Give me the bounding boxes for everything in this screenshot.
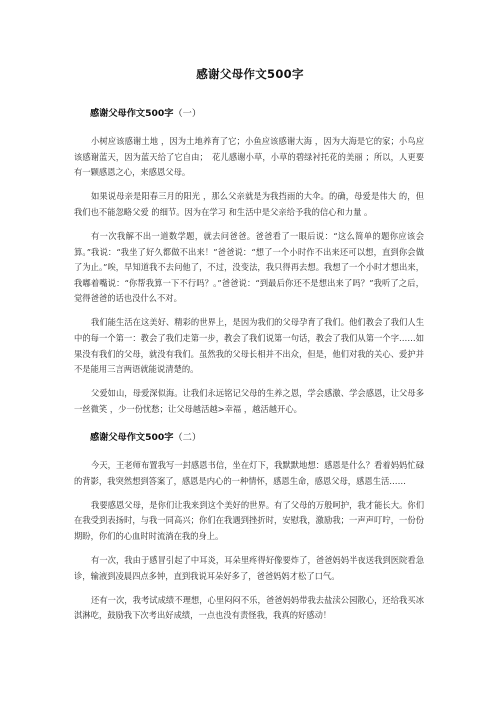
paragraph: 如果说母亲是阳春三月的阳光 ，那么父亲就是为我挡雨的大伞。的确，母爱是伟大 的，但我们也不能忽略父爱 的细节。因为在学习 和生活中是父亲给予我的信心和力量 。 <box>74 191 424 217</box>
section-heading <box>90 108 424 120</box>
paragraph: 有一次我解不出一道数学题，就去问爸爸。爸爸看了一眼后说：“这么简单的题你应该会算。”我说：“我坐了好久都做不出来！”爸爸说：“想了一个小时作不出来还可以想，直到你会做了为止。”唉，早知道我不去问他了，不过，没变法，我只得再去想。我想了一个小时才想出来，我嘟着嘴说：“你帮我算一下不行吗？。”爸爸说：“到最后你还不是想出来了吗？”我听了之后，觉得爸爸的话也没什么不对。 <box>74 230 424 304</box>
section-heading-text: 感谢父母作文500字 <box>90 432 174 443</box>
paragraph: 小树应该感谢土地 ，因为土地养育了它；小鱼应该感谢大海 ，因为大海是它的家；小鸟应该感谢蓝天，因为蓝天给了它自由； 花儿感谢小草，小草的碧绿衬托花的美丽 ；所以，人更要有一颗感恩之心，来感恩父母。 <box>74 136 424 178</box>
paragraph: 今天，王老师布置我写一封感恩书信，坐在灯下，我默默地想：感恩是什么？看着妈妈忙碌的背影，我突然想到答案了，感恩是内心的一种情怀，感恩生命，感恩父母，感恩生活…… <box>74 460 424 486</box>
section-heading <box>90 432 424 444</box>
section-heading-text: 感谢父母作文500字 <box>90 108 174 119</box>
paragraph: 我们能生活在这美好、精彩的世界上，是因为我们的父母孕育了我们。他们教会了我们人生 中的每一个第一：教会了我们走第一步，教会了我们说第一句话，教会了我们从第一个字……如果没有我们的父母，就没有我们。虽然我的父母长相并不出众，但是，他们对我的关心、爱护并不是能用三言两语就能说清楚的。 <box>74 317 424 375</box>
document-body <box>74 108 424 632</box>
paragraph: 还有一次，我考试成绩不理想，心里闷闷不乐，爸爸妈妈带我去盐渎公园散心，还给我买冰淇淋吃，鼓励我下次考出好成绩，一点也没有责怪我，我真的好感动！ <box>74 594 424 621</box>
document-title: 感谢父母作文500字 <box>196 67 304 81</box>
essay-section-1 <box>74 108 424 418</box>
paragraph: 父爱如山，母爱深似海。让我们永远铭记父母的生养之恩，学会感激、学会感恩，让父母多一丝微笑 ，少一份忧愁；让父母越活越>幸福 ，越活越开心。 <box>74 388 424 414</box>
essay-section-2 <box>74 432 424 624</box>
paragraph: 我要感恩父母，是你们让我来到这个美好的世界。有了父母的万般呵护，我才能长大。你们在我受到表扬时，与我一同高兴；你们在我遇到挫折时，安慰我，激励我；一声声叮咛，一份份期盼，你们的心血时时流淌在我的身上。 <box>74 499 424 541</box>
paragraph: 有一次，我由于感冒引起了中耳炎，耳朵里疼得好像要炸了，爸爸妈妈半夜送我到医院看急诊，输液到凌晨四点多钟，直到我说耳朵好多了，爸爸妈妈才松了口气。 <box>74 554 424 581</box>
section-heading-number: （二） <box>173 432 202 443</box>
section-heading-number: （一） <box>173 108 202 119</box>
